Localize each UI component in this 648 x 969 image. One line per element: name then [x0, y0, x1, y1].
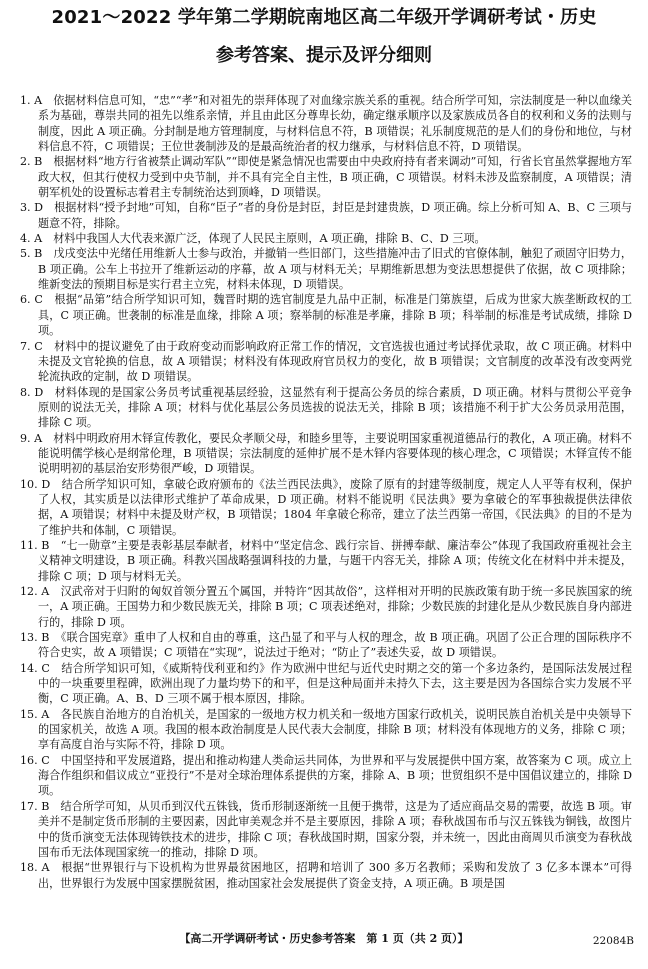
answer-item-8: 8. D 材料体现的是国家公务员考试重视基层经验，这显然有利于提高公务员的综合素质，D 项正确。材料与贯彻公平竞争原则的说法无关，排除 A 项；材料与优化基层公务员选拔的说法无关，排除 B 项；该措施不利于扩大公务员录用范围，排除 C 项。 [20, 385, 632, 430]
answer-item-7: 7. C 材料中的提议避免了由于政府变动而影响政府正常工作的情况，文官选拔也通过考试择优录取，故 C 项正确。材料中未提及文官轮换的信息，故 A 项错误；材料没有体现政府官员权力的变化，故 B 项错误；文官制度的改革没有改变两党轮流执政的定制，故 D 项错误。 [20, 339, 632, 384]
answer-item-1: 1. A 依据材料信息可知，“忠”“孝”和对祖先的崇拜体现了对血缘宗族关系的重视。结合所学可知，宗法制度是一种以血缘关系为基础，尊崇共同的祖先以维系亲情，并且由此区分尊卑长幼，确定继承顺序以及家族成员各自的权利和义务的法则与制度，因此 A 项正确。分封制是地方管理制度，与材料信息不符，B 项错误；礼乐制度规范的是人们的身份和地位，与材料信息不符，C 项错误；王位世袭制涉及的是最高统治者的权力继承，与材料信息不符，D 项错误。 [20, 94, 632, 154]
answer-item-6: 6. C 根据“品第”结合所学知识可知，魏晋时期的选官制度是九品中正制，标准是门第族望，后成为世家大族垄断政权的工具，C 项正确。世袭制的标准是血缘，排除 A 项；察举制的标准是孝廉，排除 B 项；科举制的标准是考试成绩，排除 D 项。 [20, 293, 632, 338]
answer-item-4: 4. A 材料中我国人大代表来源广泛，体现了人民民主原则，A 项正确，排除 B、C、D 三项。 [20, 232, 486, 246]
answer-item-14: 14. C 结合所学知识可知，《威斯特伐利亚和约》作为欧洲中世纪与近代史时期之交的第一个多边条约，是国际法发展过程中的一块重要里程碑，欧洲出现了力量均势下的和平，但是这种局面并未持久下去，这主要是因为各国综合实力发展不平衡，C 项正确。A、B、D 三项不属于根本原因，排除。 [20, 661, 632, 706]
answer-item-11: 11. B “七一勋章”主要是表彰基层奉献者，材料中“坚定信念、践行宗旨、拼搏奉献、廉洁奉公”体现了我国政府重视社会主义精神文明建设，B 项正确。科教兴国战略强调科技的力量，与题干内容无关，排除 A 项；传统文化在材料中并未提及，排除 C 项；D 项与材料无关。 [20, 538, 632, 583]
answer-item-9: 9. A 材料中明政府用木铎宣传教化，要民众孝顺父母，和睦乡里等，主要说明国家重视道德品行的教化，A 项正确。材料不能说明儒学核心是纲常伦理，B 项错误；宗法制度的延伸扩展不是木铎内容要体现的核心理念，C 项错误；木铎宣传不能说明明初的基层治安形势很严峻，D 项错误。 [20, 431, 632, 476]
answer-item-15: 15. A 各民族自治地方的自治机关，是国家的一级地方权力机关和一级地方国家行政机关，说明民族自治机关是中央领导下的国家机关，故选 A 项。我国的根本政治制度是人民代表大会制度，排除 B 项；材料没有体现地方的义务，排除 C 项；享有高度自治与实际不符，排除 D 项。 [20, 707, 632, 752]
answer-item-12: 12. A 汉武帝对于归附的匈奴首领分置五个属国，并特许“因其故俗”，这样相对开明的民族政策有助于统一多民族国家的统一，A 项正确。王国势力和少数民族无关，排除 B 项；C 项表述绝对，排除；少数民族的封建化是从少数民族自身内部进行的，排除 D 项。 [20, 585, 632, 629]
answer-item-5: 5. B 戊戌变法中光绪任用维新人士参与政治，并撤销一些旧部门，这些措施冲击了旧式的官僚体制，触犯了顽固守旧势力，B 项正确。公车上书拉开了维新运动的序幕，故 A 项与材料无关；早期维新思想为变法思想提供了依据，故 C 项排除；维新变法的预期目标是实行君主立宪，材料未体现，D 项错误。 [20, 247, 632, 292]
page-footer: 【高二开学调研考试・历史参考答案 第 1 页（共 2 页）】 [179, 932, 469, 945]
answer-item-17: 17. B 结合所学可知，从贝币到汉代五铢钱，货币形制逐渐统一且便于携带，这是为了适应商品交易的需要，故选 B 项。审美并不是制定货币形制的主要因素，因此审美观念并不是主要原因，排除 A 项；春秋战国布币与汉五铢钱为铜钱，故图片中的货币演变无法体现铸铁技术的进步，排除 C 项；春秋战国时期，国家分裂，并未统一，因此由商周贝币演变为春秋战国布币无法体现国家统一的推动，排除 D 项。 [20, 799, 632, 859]
document-title: 2021～2022 学年第二学期皖南地区高二年级开学调研考试・历史 [51, 7, 597, 28]
answer-item-13: 13. B 《联合国宪章》重申了人权和自由的尊重，这凸显了和平与人权的理念，故 B 项正确。巩固了公正合理的国际秩序不符合史实，故 A 项错误；C 项错在“实现”，说法过于绝对；“防止了”表述失妥，故 D 项错误。 [20, 631, 632, 660]
document-subtitle: 参考答案、提示及评分细则 [216, 45, 432, 66]
answer-item-3: 3. D 根据材料“授予封地”可知，自称“臣子”者的身份是封臣，封臣是封建贵族，D 项正确。综上分析可知 A、B、C 三项与题意不符，排除。 [20, 201, 632, 230]
document-code: 22084B [592, 935, 634, 947]
answer-item-18: 18. A 根据“世界银行与下设机构为世界最贫困地区，招聘和培训了 300 多万名教师；采购和发放了 3 亿多本课本”可得出，世界银行为发展中国家摆脱贫困，推动国家社会发展提供了资金支持，A 项正确。B 项是国 [20, 861, 632, 890]
answer-item-10: 10. D 结合所学知识可知，拿破仑政府颁布的《法兰西民法典》，废除了原有的封建等级制度，规定人人平等有权利，保护了人权，其实质是以法律形式维护了革命成果，D 项正确。材料不能说明《民法典》要为拿破仑的军事独裁提供法律依据，A 项错误；材料中未提及财产权，B 项错误；1804 年拿破仑称帝，建立了法兰西第一帝国，《民法典》的目的不是为了维护共和体制，C 项错误。 [20, 477, 632, 537]
answer-item-16: 16. C 中国坚持和平发展道路，提出和推动构建人类命运共同体，为世界和平与发展提供中国方案，故答案为 C 项。成立上海合作组织和倡议成立“亚投行”不是对全球治理体系提供的方案，排除 A、B 项；世贸组织不是中国倡议建立的，排除 D 项。 [20, 753, 632, 798]
answer-list [20, 93, 632, 891]
answer-item-2: 2. B 根据材料“地方行省被禁止调动军队”“即使是紧急情况也需要由中央政府持有者来调动”可知，行省长官虽然掌握地方军政大权，但其行使权力受到中央节制，并不具有完全自主性，B 项正确，C 项错误。材料未涉及监察制度，A 项错误；清朝军机处的设置标志着君主专制统治达到顶峰，D 项错误。 [20, 155, 632, 200]
